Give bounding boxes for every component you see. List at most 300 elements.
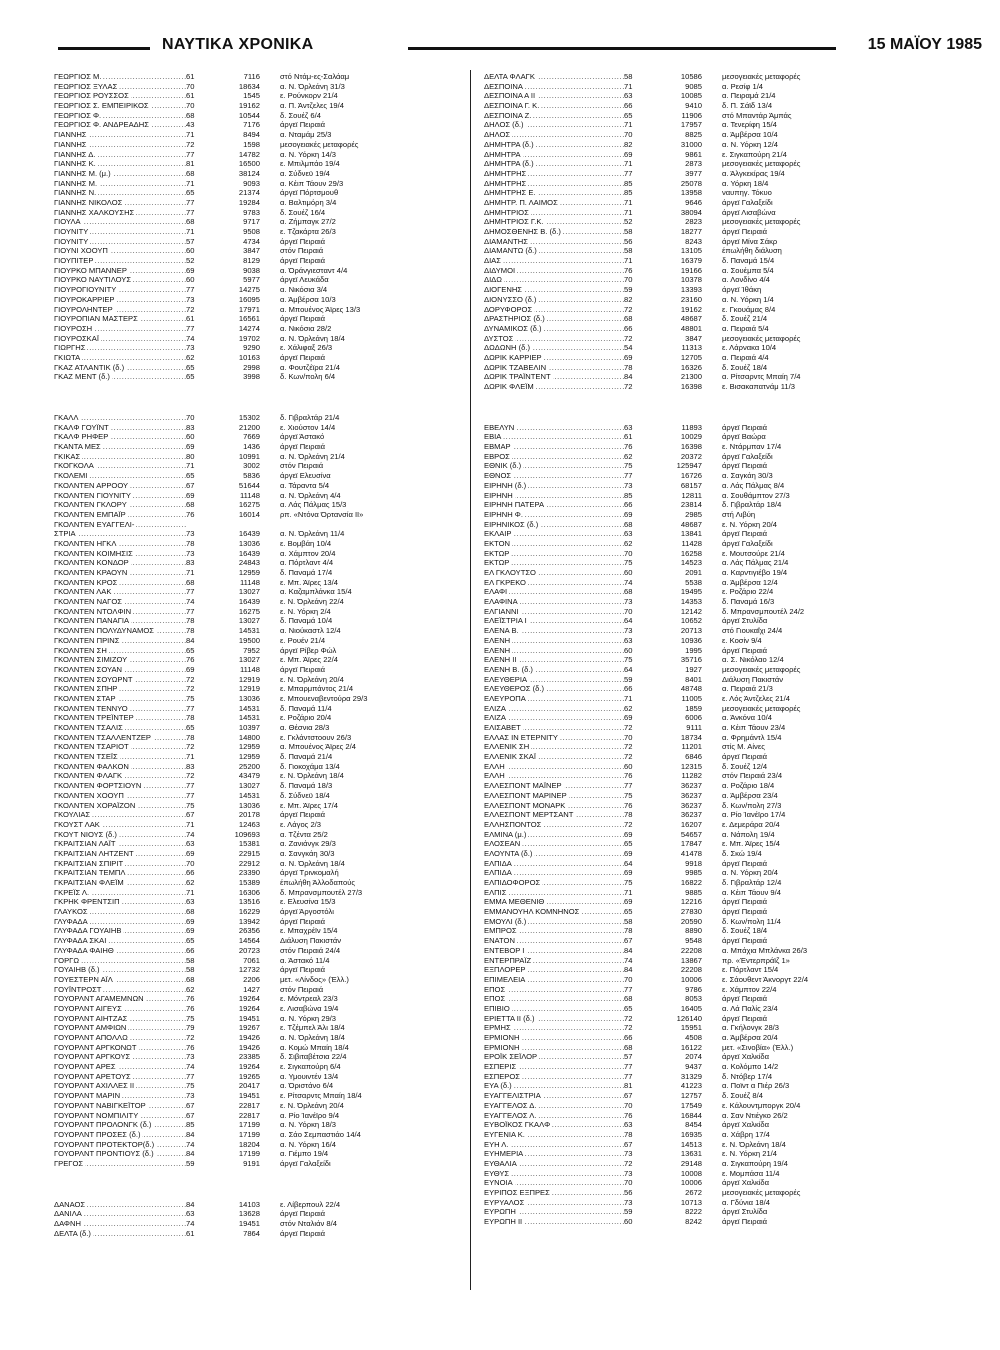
ship-entry [484,801,904,811]
right-column-ship-list [484,72,904,1227]
ship-name [54,101,186,111]
build-year: 70 [186,81,195,91]
ship-entry [484,169,904,179]
ship-entry [484,1101,904,1111]
ship-name [54,1219,186,1229]
publication-title: ΝΑΥΤΙΚΑ ΧΡΟΝΙΚΑ [162,36,314,53]
tonnage: 10936 [680,635,702,645]
build-year: 74 [624,577,633,587]
ship-entry [54,1023,462,1033]
tonnage: 10652 [680,616,702,626]
ship-name-text: ΓΕΩΡΓΙΟΣ ΞΥΛΑΣ [54,81,118,91]
tonnage: 8890 [685,926,702,936]
ship-name-text: ΕΥΘΑΛΙΑ [484,1158,517,1168]
ship-entry [484,237,904,247]
build-year: 65 [624,839,633,849]
build-year: 61 [186,91,195,101]
tonnage: 22912 [238,858,260,868]
build-year: 72 [186,684,195,694]
position-status: άργεϊ Γαλαξείδι [722,197,773,207]
ship-name-text: ΕΛΕΥΡΟΠΑ [484,693,526,703]
tonnage: 18204 [238,1139,260,1149]
build-year: 70 [624,1100,633,1110]
ship-name [484,363,624,373]
position-status: στόν Πειραιά [280,984,324,994]
ship-name [484,781,624,791]
ship-name [484,188,624,198]
ship-name-text: ΕΛΛΕΝΙΚ ΣΗ [484,742,530,752]
tonnage: 7864 [243,1228,260,1238]
ship-entry [484,762,904,772]
position-status: δ. Σουέζ 8/4 [722,1091,763,1101]
ship-name-text: ΔΗΜΗΤΡΙΟΣ Γ.Κ. [484,217,544,227]
ship-name-text: ΓΙΟΥΝΙΤΥ [54,227,89,236]
position-status: ε. Μπ. Άϊρες 17/4 [280,800,338,810]
ship-name [54,781,186,791]
column-divider [470,70,471,1290]
position-status: α. Κομώ Μπαίη 18/4 [280,1042,349,1052]
ship-name [484,423,624,433]
tonnage: 17957 [680,120,702,130]
ship-name-text: ΓΚΟΛΝΤΕΝ ΕΜΠΑΪΡ [54,509,126,519]
position-status: ε. Μόντρεαλ 23/3 [280,994,338,1004]
ship-entry [54,237,462,247]
ship-name [54,150,186,160]
tonnage: 1859 [685,703,702,713]
build-year: 73 [624,597,633,607]
ship-name-text: ΔΗΜΗΤΡΙΟΣ [484,207,529,217]
ship-entry [54,1229,462,1239]
ship-name [484,733,624,743]
ship-name-text: ΓΚΟΛΝΤΕΝ ΤΡΕΪΝΤΕΡ [54,713,134,723]
build-year: 66 [624,101,633,111]
ship-entry [54,91,462,101]
ship-name [54,423,186,433]
build-year: 72 [624,1023,633,1033]
ship-entry [54,1033,462,1043]
build-year: 69 [186,664,195,674]
build-year: 73 [186,1091,195,1101]
ship-name-text: ΓΚΡΑΙΤΣΙΑΝ ΤΕΜΠΛ [54,868,126,878]
position-status: άργεϊ Πειραιά [722,1217,768,1227]
tonnage: 19162 [238,101,260,111]
position-status: άργεϊ Άργοστόλι [280,907,334,917]
build-year: 74 [186,829,195,839]
tonnage: 13036 [238,693,260,703]
position-status: άργεϊ Ελευσίνα [280,471,331,481]
tonnage: 10378 [680,275,702,285]
ship-entry [54,839,462,849]
position-status: δ. Π. Σάϊδ 13/4 [722,101,773,111]
position-status: στό Ντάμ-ες-Σαλάαμ [280,72,350,81]
ship-name-text: ΕΡΜΗΣ [484,1023,511,1033]
build-year: 76 [186,1003,195,1013]
ship-entry [54,481,462,491]
ship-name [484,752,624,762]
ship-entry [54,878,462,888]
position-status: ε. Ρουέν 21/4 [280,635,326,645]
build-year: 78 [186,626,195,636]
position-status: α. Φρημάντλ 15/4 [722,732,782,742]
ship-name-text: ΕΛΛΗ [484,771,505,781]
ship-name [54,305,186,315]
ship-entry [484,198,904,208]
ship-name [54,343,186,353]
position-status: α. Ν. Υόρκη 18/3 [280,1120,337,1130]
ship-name [484,1081,624,1091]
position-status: ε. Χάμπτον 22/4 [722,984,777,994]
ship-name [54,334,186,344]
position-status: α. Κέιπ Τάουν 29/3 [280,178,344,188]
ship-name [484,830,624,840]
tonnage: 21300 [680,372,702,382]
tonnage: 13942 [238,916,260,926]
build-year: 77 [186,790,195,800]
tonnage: 1436 [243,442,260,452]
ship-name [484,295,624,305]
ship-entry [484,1004,904,1014]
position-status: άργεϊ Τρινκομαλή [280,868,339,878]
ship-name-text: ΓΙΟΥΡΟΣΚΑΪ [54,333,99,343]
tonnage: 19451 [238,1219,260,1228]
ship-name [54,1043,186,1053]
ship-name-text: ΓΚΟΛΝΤΕΝ ΦΛΑΓΚ [54,771,123,781]
ship-entry [54,150,462,160]
ship-name-text: ΓΚΟΛΝΤΕΝ ΠΡΙΝΣ [54,635,120,645]
ship-name-text: ΕΝΑΤΟΝ [484,936,515,946]
position-status: στόν Πειραιά [280,246,324,256]
tonnage: 15302 [238,413,260,422]
tonnage: 48687 [680,314,702,324]
ship-name-text: ΔΩΔΩΝΗ (δ.) [484,343,530,353]
build-year: 76 [624,442,633,452]
build-year: 77 [186,606,195,616]
ship-name [484,500,624,510]
ship-entry [484,1140,904,1150]
ship-name-text: ΕΙΡΗΝΗ (δ.) [484,480,527,490]
build-year: 63 [186,1209,195,1219]
ship-name [54,1229,186,1239]
ship-name [54,897,186,907]
ship-entry [54,587,462,597]
ship-entry [54,275,462,285]
tonnage: 19426 [238,1042,260,1052]
ship-name-text: ΓΚΟΛΝΤΕΝ ΤΣΑΛΛΕΝΤΖΕΡ [54,732,151,742]
ship-entry [484,324,904,334]
build-year: 65 [186,471,195,481]
build-year: 65 [186,372,195,382]
ship-name [54,159,186,169]
position-status: δ. Σύδνεϋ 18/4 [280,790,330,800]
ship-entry [54,888,462,898]
position-status: α. Ρίο Ίανέϊρο 9/4 [280,1110,340,1120]
build-year: 65 [186,362,195,372]
build-year: 77 [186,587,195,597]
position-status: Διάλυση Πακιστάν [722,674,784,684]
tonnage: 22915 [238,848,260,858]
build-year: 77 [624,168,633,178]
ship-entry [54,227,462,237]
build-year: 66 [186,945,195,955]
ship-name [484,626,624,636]
ship-entry [484,1159,904,1169]
tonnage: 8243 [685,236,702,246]
position-status: α. Ν. Υόρκη 1/4 [722,294,774,304]
tonnage: 2091 [685,568,702,577]
position-status: μεσογειακές μεταφορές [722,217,801,227]
tonnage: 9885 [685,887,702,897]
build-year: 70 [624,974,633,984]
position-status: α. Γιέμπο 19/4 [280,1149,329,1159]
tonnage: 15389 [238,878,260,887]
ship-entry [54,791,462,801]
position-status: άργεϊ Πειραιά [722,897,768,907]
ship-name [484,1217,624,1227]
ship-entry [484,314,904,324]
ship-entry [484,179,904,189]
tonnage: 1995 [685,645,702,655]
ship-name-text: ΕΥΗ Λ. [484,1139,509,1149]
ship-entry [54,694,462,704]
position-status: ε. Μπιλμπάο 19/4 [280,159,340,169]
tonnage: 13105 [680,246,702,256]
ship-name [54,791,186,801]
tonnage: 9085 [685,81,702,91]
build-year: 56 [624,1188,633,1197]
ship-entry [54,372,462,382]
ship-entry [54,626,462,636]
position-status: α. Μπουένος Άϊρες 2/4 [280,742,356,752]
ship-name-text: ΔΩΡΙΚ ΤΖΑΒΕΛΙΝ [484,362,547,372]
ship-name-text: ΓΟΥΟΡΛΝΤ ΑΙΓΕΥΣ [54,1003,122,1013]
ship-name [54,471,186,481]
tonnage: 21200 [238,422,260,432]
ship-name [484,1159,624,1169]
position-status: δ. Μπρανσμπουτέλ 24/2 [722,606,805,616]
tonnage: 7669 [243,432,260,442]
build-year: 67 [624,936,633,946]
section-gap [484,392,904,423]
ship-name [54,91,186,101]
ship-name-text: ΕΛΛΕΣΠΟΝΤ ΜΑΪΝΕΡ [484,781,562,791]
position-status: α. Άστακό 11/4 [280,955,330,965]
ship-name-text: ΕΥΡΥΑΛΟΣ [484,1197,525,1207]
ship-name [54,363,186,373]
ship-entry [54,675,462,685]
build-year: 62 [624,538,633,548]
ship-name [484,520,624,530]
tonnage: 16500 [238,159,260,169]
ship-name [484,1091,624,1101]
build-year: 79 [186,1023,195,1033]
ship-name [54,188,186,198]
ship-entry [54,140,462,150]
ship-name [54,839,186,849]
position-status: α. Όράνγιεσταντ 4/4 [280,265,348,275]
position-status: ε. Ν. Υόρκη 2/4 [280,606,331,616]
ship-entry [54,568,462,578]
ship-entry [484,994,904,1004]
build-year: 78 [186,538,195,548]
position-status: ε. Μπαχρέϊν 15/4 [280,926,338,936]
ship-entry [54,1209,462,1219]
tonnage: 48687 [680,519,702,529]
ship-name-text: ΓΙΑΝΝΗΣ Δ. [54,149,96,159]
ship-entry [484,334,904,344]
tonnage: 10029 [680,432,702,442]
tonnage: 18634 [238,81,260,91]
ship-name-text: ΔΑΝΙΛΑ [54,1209,82,1219]
ship-name [54,1014,186,1024]
ship-name-text: ΕΛΙΖΑ [484,713,506,723]
ship-name-text: ΕΛΜΙΝΑ (μ.) [484,829,527,839]
tonnage: 1545 [243,91,260,101]
ship-name-text: ΓΟΡΓΩ [54,955,80,965]
tonnage: 13628 [238,1209,260,1219]
position-status: α. Άλγκεκίρας 19/4 [722,168,785,178]
build-year: 69 [624,352,633,362]
position-status: α. Λάς Πάλμας 21/4 [722,558,789,568]
ship-name [54,413,186,423]
tonnage: 4734 [243,236,260,246]
build-year: 66 [186,868,195,878]
tonnage: 9508 [243,227,260,236]
position-status: α. Σαγκάη 30/3 [722,471,773,481]
ship-entry [54,549,462,559]
ship-name [484,1043,624,1053]
ship-name-text: ΔΩΡΙΚ ΦΛΕΪΜ [484,382,534,391]
position-status: α. Τζέντα 25/2 [280,829,328,839]
position-status: α. Νταμάμ 25/3 [280,130,332,140]
tonnage: 1427 [243,984,260,994]
ship-name [484,442,624,452]
ship-entry [54,558,462,568]
ship-name-text: ΕΛΑΦΙ [484,587,508,597]
tonnage: 19267 [238,1023,260,1033]
build-year: 71 [186,178,195,188]
position-status: α. Ρίο Ίανέϊρο 17/4 [722,810,786,820]
build-year: 71 [624,693,633,703]
build-year: 59 [186,1158,195,1168]
position-status: α. Καρντιγιέβο 19/4 [722,568,788,577]
ship-name [484,646,624,656]
ship-name-text: ΓΙΟΥΡΚΟ ΜΠΑΝΝΕΡ [54,265,127,275]
ship-name-text: ΕΛ ΓΚΛΟΥΤΣΟ [484,568,536,577]
tonnage: 2998 [243,362,260,372]
ship-entry [54,1081,462,1091]
position-status: α. Ζήμπαγκ 27/2 [280,217,336,227]
build-year: 76 [624,1110,633,1120]
ship-entry [484,810,904,820]
position-status: μεσογειακές μεταφορές [722,1188,801,1197]
ship-name-text: ΓΚΟΛΝΤΕΝ ΣΙΜΙΖΟΥ [54,655,128,665]
ship-name [54,762,186,772]
position-status: άργεϊ Λευκάδα [280,275,329,285]
position-status: α. Άμβέρσα 12/4 [722,577,778,587]
build-year: 83 [186,422,195,432]
tonnage: 14531 [238,626,260,636]
build-year: 69 [624,897,633,907]
build-year: 67 [186,480,195,490]
ship-entry [54,810,462,820]
build-year: 63 [624,529,633,539]
ship-name-text: ΓΚΟΛΝΤΕΝ ΠΑΝΑΓΙΑ [54,616,130,626]
ship-name-text: ΓΚΟΛΝΤΕΝ ΓΚΛΟΡΥ [54,500,127,510]
ship-name-text: ΓΟΥΟΡΛΝΤ ΑΡΓΚΟΥΣ [54,1052,131,1062]
tonnage: 15381 [238,839,260,849]
ship-name [54,558,186,568]
ship-name-text: ΕΣΠΕΡΙΣ [484,1062,517,1072]
ship-entry [484,549,904,559]
ship-name-text: ΓΙΑΝΝΗΣ [54,139,87,149]
ship-name [484,936,624,946]
ship-entry [484,607,904,617]
build-year: 85 [624,490,633,500]
ship-name [484,675,624,685]
ship-entry [484,1062,904,1072]
tonnage: 19451 [238,1091,260,1101]
ship-entry [484,684,904,694]
build-year: 76 [186,994,195,1004]
section-gap [54,1169,462,1200]
tonnage: 19702 [238,333,260,343]
tonnage: 16726 [680,471,702,481]
ship-name [54,733,186,743]
build-year: 85 [624,188,633,198]
ship-name-text: ΓΚΟΛΝΤΕΝ ΣΟΥΑΝ [54,664,123,674]
ship-name [484,372,624,382]
ship-name [54,295,186,305]
ship-name [484,353,624,363]
ship-name-text: ΓΚΑΖ ΜΕΝΤ (δ.) [54,372,110,382]
build-year: 67 [186,810,195,820]
ship-name [54,275,186,285]
build-year: 72 [624,742,633,752]
ship-name-text: ΓΟΥΟΡΛΝΤ ΑΧΙΛΛΕΣ ΙΙ [54,1081,135,1091]
position-status: ε. Τζακάρτα 26/3 [280,227,336,236]
build-year: 61 [186,72,195,81]
tonnage: 14531 [238,790,260,800]
ship-name-text: ΕΛΙΖΑ [484,703,506,713]
ship-entry [54,1111,462,1121]
ship-entry [484,111,904,121]
build-year: 71 [186,752,195,762]
ship-name-text: ΓΚΟΛΝΤΕΝ ΧΟΟΥΠ [54,790,124,800]
ship-entry [54,907,462,917]
position-status: ε. Σάουθεντ Άκνοργτ 22/4 [722,974,809,984]
ship-name [484,461,624,471]
build-year: 62 [186,878,195,887]
ship-name [484,810,624,820]
ship-entry [54,500,462,510]
ship-name [54,120,186,130]
build-year: 77 [186,149,195,159]
ship-name [484,1207,624,1217]
ship-entry [484,423,904,433]
ship-name [484,771,624,781]
position-status: άργεϊ Πειραιά [722,994,768,1004]
ship-name [484,684,624,694]
build-year: 66 [624,323,633,333]
tonnage: 9985 [685,868,702,878]
tonnage: 10085 [680,91,702,101]
build-year: 72 [186,674,195,684]
build-year: 63 [624,635,633,645]
tonnage: 16439 [238,597,260,607]
tonnage: 19166 [680,265,702,275]
position-status: ε. Δεμεράρα 20/4 [722,819,780,829]
position-status: α. Σύδνεϋ 19/4 [280,168,330,178]
